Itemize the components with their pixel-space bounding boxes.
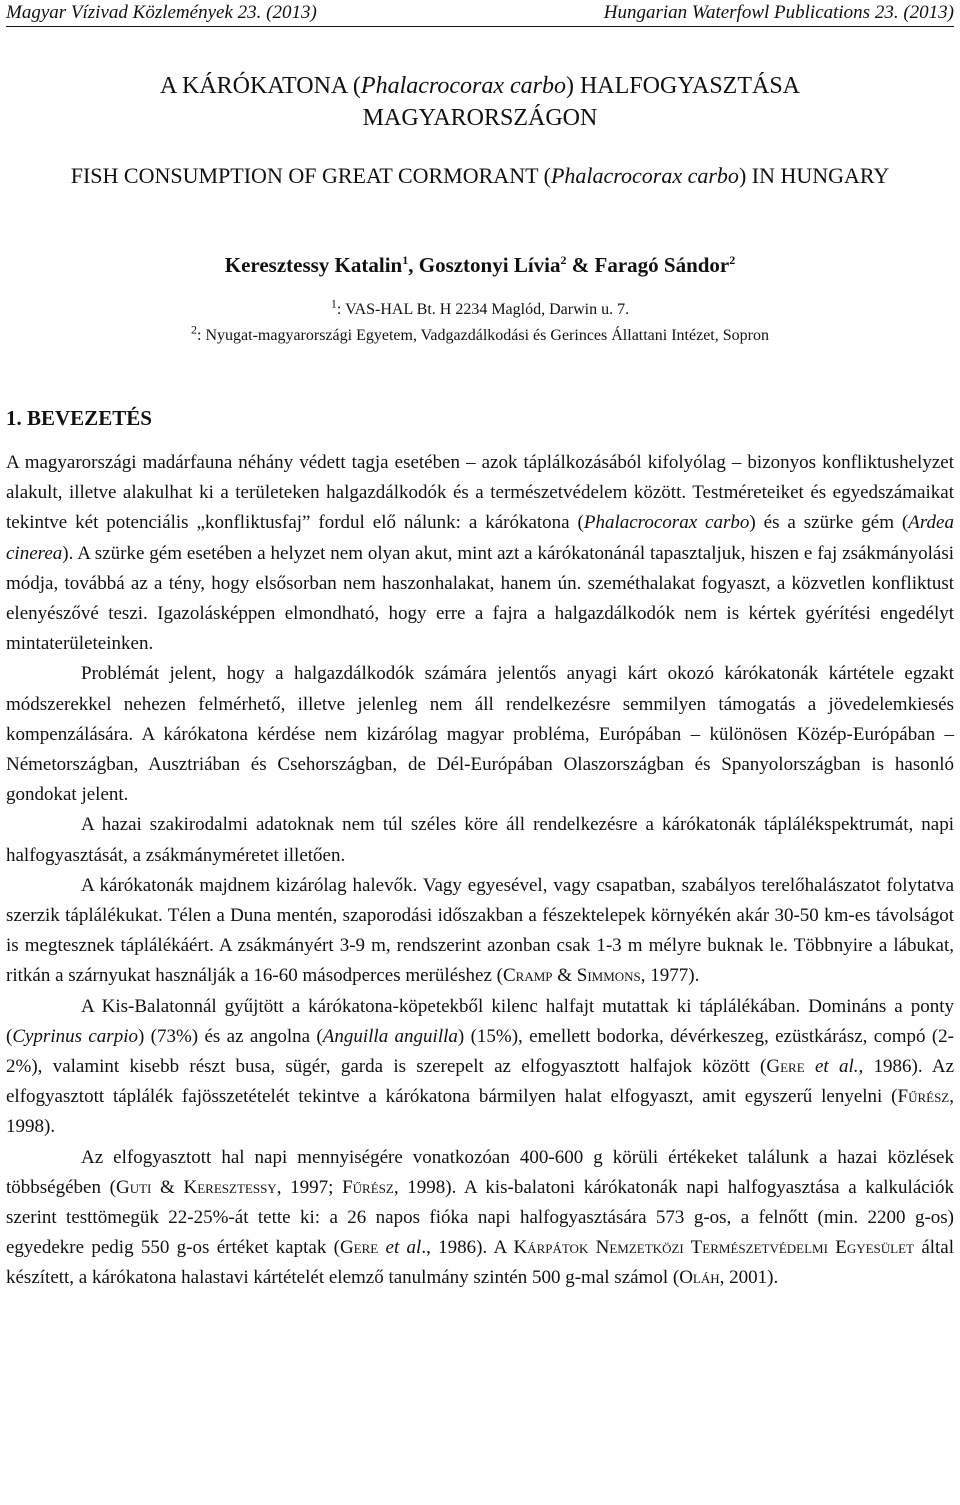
paragraph-1: A magyarországi madárfauna néhány védett tagja esetében – azok táplálkozásából kifolyólag – bizonyos konfliktushelyzet alakult, illetve alakulhat ki a területeken halgazdálkodók és a természetvédelem között. Testméreteiket és egyedszámaikat tekintve két potenciális „konfliktusfaj” fordul elő nálunk: a kárókatona (Phalacrocorax carbo) és a szürke gém (Ardea cinerea). A szürke gém esetében a helyzet nem olyan akut, mint azt a kárókatonánál tapasztaljuk, hiszen e faj zsákmányolási módja, továbbá az a tény, hogy elsősorban nem haszonhalakat, hanem ún. szeméthalakat fogyaszt, a közvetlen konfliktust elenyészővé teszi. Igazolásképpen elmondható, hogy erre a fajra a halgazdálkodók nem is kértek gyérítési engedélyt mintaterületeinken. [6,452,954,655]
affiliation-marker: 2 [729,253,736,267]
species-name: Ardea cinerea [6,512,954,564]
title-hungarian [0,70,960,134]
species-name: Cyprinus carpio [12,1025,138,1047]
citation-authors: Cramp & Simmons [502,965,641,987]
affiliation-marker: 2 [560,253,567,267]
author-list: Keresztessy Katalin$^1$, Gosztonyi Lívia$^2$ & Faragó Sándor$^2$ [224,253,736,277]
paragraph-2: Problémát jelent, hogy a halgazdálkodók számára jelentős anyagi kárt okozó kárókatonák kártétele egzakt módszerekkel nehezen felmérhető, illetve jelenleg nem áll rendelkezésre semmilyen támogatás a jövedelemkiesés kompenzálására. A kárókatona kérdése nem kizárólag magyar probléma, Európában – különösen Közép-Európában – Németországban, Ausztriában és Csehországban, de Dél-Európában Olaszországban és Spanyolországban is hasonló gondokat jelent. [6,663,954,806]
affiliation-marker: 1 [402,253,409,267]
organization-name: Kárpátok Nemzetközi Természetvédelmi Egyesület [513,1237,915,1259]
citation-authors: Fűrész [342,1176,394,1198]
author-name: Keresztessy Katalin [224,253,403,277]
citation-authors: Gere [766,1056,805,1078]
affiliation-1: $^1$: VAS-HAL Bt. H 2234 Maglód, Darwin u. 7. [330,296,630,318]
citation-etal: et al. [814,1056,859,1078]
species-name: Phalacrocorax carbo [550,163,739,188]
citation-authors: Oláh [679,1267,720,1289]
species-name: Anguilla anguilla [322,1025,458,1047]
affiliation-2: $^2$: Nyugat-magyarországi Egyetem, Vadgazdálkodási és Gerinces Állattani Intézet, Sopron [191,322,769,344]
title-hungarian-line1: A KÁRÓKATONA (Phalacrocorax carbo) HALFOGYASZTÁSA [160,73,800,99]
paragraph-3: A hazai szakirodalmi adatoknak nem túl széles köre áll rendelkezésre a kárókatonák táplálékspektrumát, napi halfogyasztását, a zsákmányméretet illetően. [6,814,954,866]
citation-authors: Guti & Keresztessy [115,1176,277,1198]
title-hungarian-line2: MAGYARORSZÁGON [362,105,598,131]
species-name: Phalacrocorax carbo [360,73,566,99]
citation-etal: et al [385,1237,422,1259]
species-name: Phalacrocorax carbo [583,512,750,534]
title-english: FISH CONSUMPTION OF GREAT CORMORANT (Phalacrocorax carbo) IN HUNGARY [70,163,890,188]
paragraph-4: A kárókatonák majdnem kizárólag halevők. Vagy egyesével, vagy csapatban, szabályos terelőhalászatot folytatva szerzik táplálékukat. Télen a Duna mentén, szaporodási időszakban a fészektelepek környékén akár 30-50 km-es távolságot is megtesznek táplálékáért. A zsákmányért 3-9 m, rendszerint azonban csak 1-3 m mélyre buknak le. Többnyire a lábukat, ritkán a szárnyukat használják a 16-60 másodperces merüléshez (Cramp & Simmons, 1977). [6,874,954,987]
header-journal-en: Hungarian Waterfowl Publications 23. (2013) [603,2,954,23]
citation-authors: Gere [339,1237,379,1259]
running-header [6,2,954,27]
section-heading: 1. BEVEZETÉS [6,406,152,430]
body-text [6,448,954,1294]
header-journal-hu: Magyar Vízivad Közlemények 23. (2013) [6,2,317,23]
citation-authors: Fűrész [897,1086,950,1108]
paragraph-5: A Kis-Balatonnál gyűjtött a kárókatona-köpetekből kilenc halfajt mutattak ki táplálékában. Domináns a ponty (Cyprinus carpio) (73%) és az angolna (Anguilla anguilla) (15%), emellett bodorka, dévérkeszeg, ezüstkárász, compó (2-2%), valamint kisebb részt busa, sügér, garda is szerepelt az elfogyasztott halfajok között (Gere et al., 1986). Az elfogyasztott táplálék fajösszetételét tekintve a kárókatona bármilyen halat elfogyaszt, amit egyszerű lenyelni (Fűrész, 1998). [6,995,955,1138]
author-name: Faragó Sándor [594,253,730,277]
paragraph-6: Az elfogyasztott hal napi mennyiségére vonatkozóan 400-600 g körüli értékeket találunk a hazai közlések többségében (Guti & Keresztessy, 1997; Fűrész, 1998). A kis-balatoni kárókatonák napi halfogyasztása a kalkulációk szerint testtömegük 22-25%-át tette ki: a 26 napos fióka napi halfogyasztására 573 g-os, a felnőtt (min. 2200 g-os) egyedekre pedig 550 g-os értéket kaptak (Gere et al., 1986). A Kárpátok Nemzetközi Természetvédelmi Egyesület által készített, a kárókatona halastavi kártételét elemző tanulmány szintén 500 g-mal számol (Oláh, 2001). [6,1146,955,1289]
author-name: Gosztonyi Lívia [418,253,561,277]
